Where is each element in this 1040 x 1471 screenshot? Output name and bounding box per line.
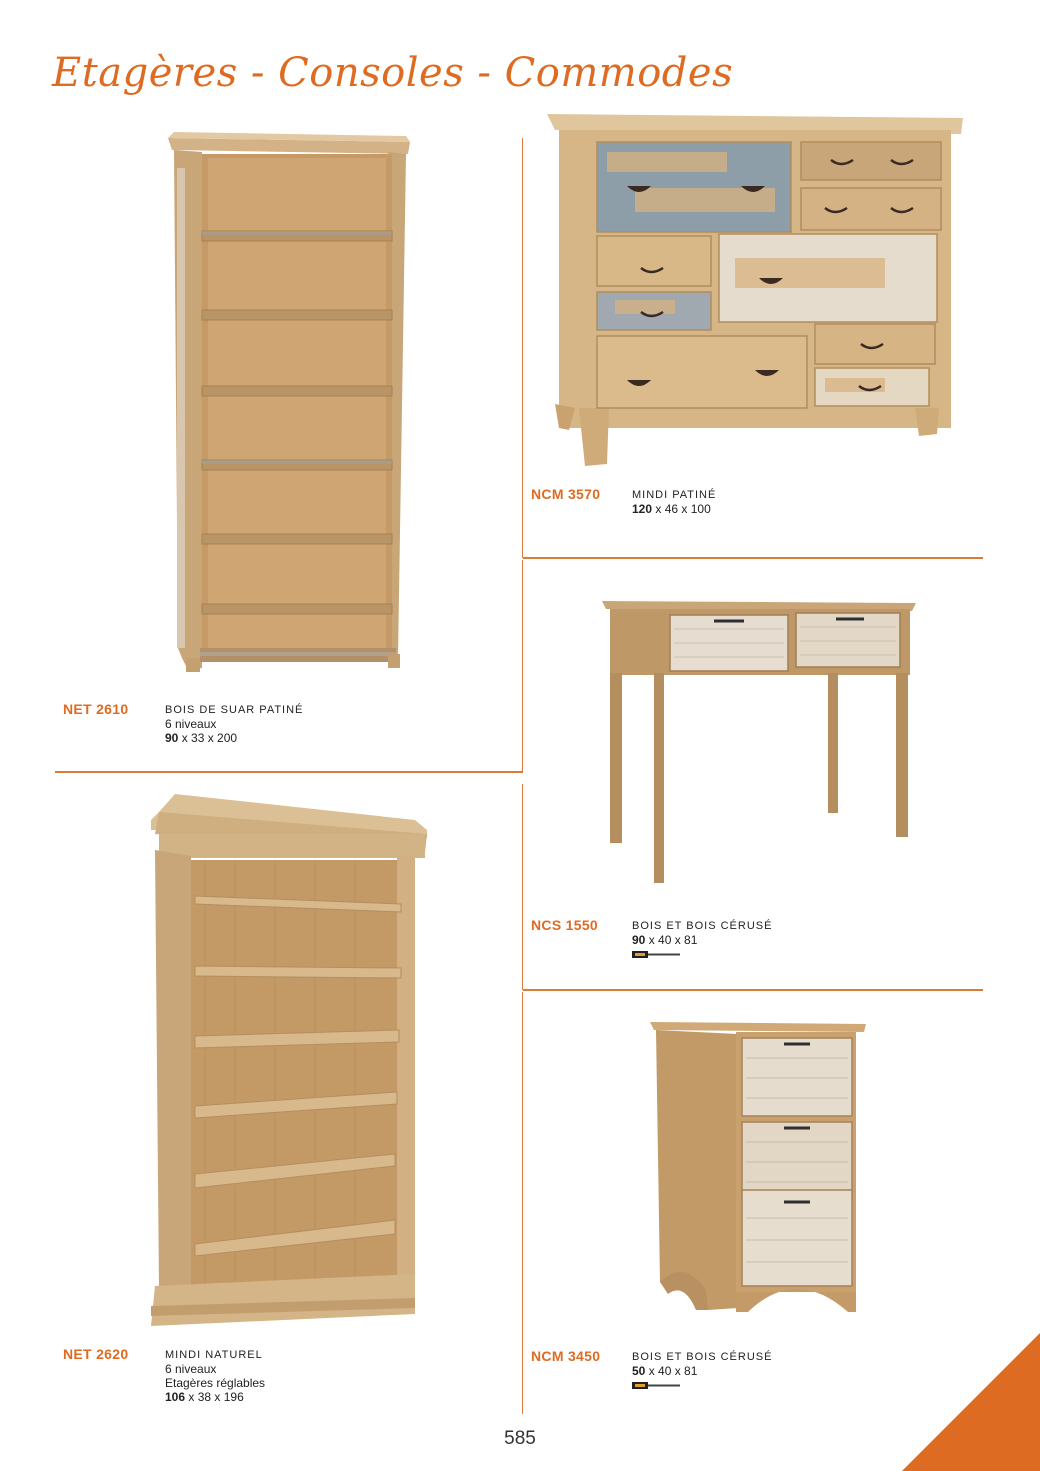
product-code-net-2620: NET 2620 xyxy=(63,1346,129,1362)
product-material: BOIS DE SUAR PATINÉ xyxy=(165,704,304,716)
divider-left-middle xyxy=(55,771,523,773)
product-photo-bookshelf-naturel xyxy=(145,790,430,1330)
product-detail: 6 niveaux xyxy=(165,1362,217,1376)
divider-right-upper xyxy=(523,557,983,559)
product-desc-ncm-3450 xyxy=(632,1350,772,1390)
product-detail: Etagères réglables xyxy=(165,1376,266,1390)
product-code-ncs-1550: NCS 1550 xyxy=(531,917,598,933)
page-title: Etagères - Consoles - Commodes xyxy=(52,50,734,96)
product-dimensions: 106 x 38 x 196 xyxy=(165,1390,244,1404)
column-divider-lower-middle xyxy=(522,784,523,990)
product-dimensions: 120 x 46 x 100 xyxy=(632,502,711,516)
product-photo-chest-of-drawers xyxy=(545,108,970,470)
column-divider-bottom xyxy=(522,992,523,1414)
screwdriver-icon xyxy=(632,950,682,959)
divider-right-lower xyxy=(523,989,983,991)
product-desc-ncm-3570 xyxy=(632,488,716,516)
product-material: MINDI PATINÉ xyxy=(632,489,717,501)
product-dimensions: 50 x 40 x 81 xyxy=(632,1364,698,1378)
product-photo-drawer-cabinet xyxy=(648,1018,870,1316)
product-code-ncm-3450: NCM 3450 xyxy=(531,1348,601,1364)
product-material: MINDI NATUREL xyxy=(165,1349,263,1361)
product-desc-net-2610 xyxy=(165,703,303,745)
corner-triangle-decoration xyxy=(902,1333,1040,1471)
product-detail: 6 niveaux xyxy=(165,717,217,731)
product-desc-ncs-1550 xyxy=(632,919,772,959)
page-number: 585 xyxy=(504,1428,536,1449)
product-code-net-2610: NET 2610 xyxy=(63,701,129,717)
product-material: BOIS ET BOIS CÉRUSÉ xyxy=(632,1351,773,1363)
product-photo-console-table xyxy=(600,597,920,887)
product-desc-net-2620 xyxy=(165,1348,265,1404)
product-code-ncm-3570: NCM 3570 xyxy=(531,486,601,502)
column-divider-top xyxy=(522,138,523,558)
product-photo-bookshelf-patine xyxy=(160,128,415,678)
product-dimensions: 90 x 33 x 200 xyxy=(165,731,238,745)
column-divider-upper-middle xyxy=(522,560,523,772)
screwdriver-icon xyxy=(632,1381,682,1390)
product-dimensions: 90 x 40 x 81 xyxy=(632,933,698,947)
product-material: BOIS ET BOIS CÉRUSÉ xyxy=(632,920,773,932)
